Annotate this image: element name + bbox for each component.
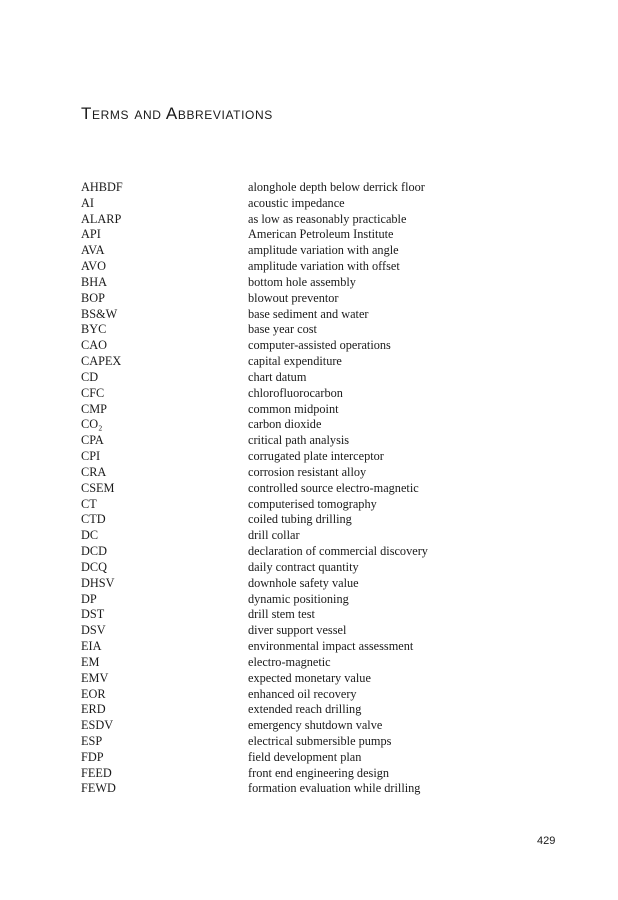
abbreviation-term: DCD [81,544,107,559]
abbreviation-term: FEWD [81,781,116,796]
abbreviation-term: DP [81,591,97,606]
abbreviation-definition: amplitude variation with offset [248,259,400,274]
abbreviations-list [81,180,541,797]
abbreviation-term: CRA [81,464,107,479]
page-number: 429 [537,835,556,847]
abbreviation-term: ESP [81,733,103,748]
abbreviation-definition: electro-magnetic [248,654,331,669]
abbreviation-term: FDP [81,749,104,764]
abbreviation-definition: controlled source electro-magnetic [248,480,419,495]
abbreviation-definition: diver support vessel [248,623,347,638]
abbreviation-term: BHA [81,274,107,289]
abbreviation-term: DSV [81,623,106,638]
abbreviation-definition: base sediment and water [248,306,369,321]
abbreviation-row [81,718,541,734]
abbreviation-term: DCQ [81,559,107,574]
abbreviation-term: DST [81,607,105,622]
abbreviation-definition: capital expenditure [248,354,342,369]
abbreviation-definition: dynamic positioning [248,591,349,606]
abbreviation-term: DC [81,528,99,543]
abbreviation-definition: corrosion resistant alloy [248,464,367,479]
abbreviation-term: AHBDF [81,180,123,194]
abbreviation-definition: as low as reasonably practicable [248,211,407,226]
abbreviation-term: DHSV [81,575,115,590]
abbreviation-term: CD [81,369,99,384]
abbreviation-definition: common midpoint [248,401,339,416]
abbreviation-definition: computerised tomography [248,496,377,511]
abbreviation-definition: American Petroleum Institute [248,227,394,242]
abbreviation-row [81,417,541,433]
abbreviation-row [81,687,541,703]
abbreviation-term: API [81,227,101,242]
abbreviation-row [81,497,541,513]
abbreviation-row [81,212,541,228]
abbreviation-row [81,196,541,212]
abbreviation-definition: blowout preventor [248,290,339,305]
abbreviation-definition: critical path analysis [248,433,350,448]
abbreviation-row [81,227,541,243]
abbreviation-term: CFC [81,385,105,400]
abbreviation-row [81,671,541,687]
abbreviation-row [81,560,541,576]
abbreviation-term: CMP [81,401,107,416]
abbreviation-term: CAPEX [81,354,122,369]
abbreviation-row [81,465,541,481]
abbreviation-term: BYC [81,322,107,337]
abbreviation-row [81,528,541,544]
abbreviation-definition: emergency shutdown valve [248,718,383,733]
abbreviation-term: CAO [81,338,107,353]
abbreviation-row [81,639,541,655]
abbreviation-term: CPA [81,433,104,448]
abbreviation-row [81,655,541,671]
abbreviation-definition: base year cost [248,322,317,337]
abbreviation-definition: acoustic impedance [248,195,345,210]
abbreviation-term: EIA [81,639,102,654]
abbreviation-row [81,592,541,608]
abbreviation-definition: formation evaluation while drilling [248,781,421,796]
abbreviation-definition: extended reach drilling [248,702,362,717]
abbreviation-row [81,275,541,291]
abbreviation-term: AVA [81,243,105,258]
abbreviation-row [81,623,541,639]
abbreviation-row [81,291,541,307]
abbreviation-definition: electrical submersible pumps [248,733,392,748]
abbreviation-row [81,702,541,718]
abbreviation-term: CTD [81,512,106,527]
abbreviation-term: CO₂ [81,417,103,432]
abbreviation-definition: front end engineering design [248,765,390,780]
abbreviation-row [81,386,541,402]
abbreviation-definition: chart datum [248,369,307,384]
abbreviation-term: ESDV [81,718,114,733]
abbreviation-row [81,322,541,338]
abbreviation-definition: enhanced oil recovery [248,686,357,701]
abbreviation-row [81,750,541,766]
abbreviation-term: BOP [81,290,105,305]
page-heading: Terms and Abbreviations [81,104,273,123]
abbreviation-row [81,433,541,449]
abbreviation-definition: computer-assisted operations [248,338,391,353]
abbreviation-row [81,402,541,418]
abbreviation-definition: expected monetary value [248,670,371,685]
abbreviation-row [81,734,541,750]
abbreviation-row [81,243,541,259]
abbreviation-row [81,449,541,465]
abbreviation-definition: chlorofluorocarbon [248,385,343,400]
abbreviation-term: EOR [81,686,106,701]
abbreviation-term: EM [81,654,100,669]
abbreviation-definition: drill collar [248,528,300,543]
abbreviation-term: CSEM [81,480,115,495]
abbreviation-term: BS&W [81,306,118,321]
abbreviation-definition: drill stem test [248,607,315,622]
abbreviation-row [81,481,541,497]
abbreviation-row [81,180,541,196]
abbreviation-definition: daily contract quantity [248,559,359,574]
abbreviation-row [81,766,541,782]
abbreviation-definition: declaration of commercial discovery [248,544,428,559]
abbreviation-definition: corrugated plate interceptor [248,449,384,464]
abbreviation-term: EMV [81,670,109,685]
abbreviation-term: CPI [81,449,101,464]
abbreviation-term: ALARP [81,211,122,226]
abbreviation-term: AVO [81,259,107,274]
abbreviation-definition: bottom hole assembly [248,274,356,289]
abbreviation-definition: coiled tubing drilling [248,512,352,527]
abbreviation-row [81,512,541,528]
abbreviation-row [81,354,541,370]
abbreviation-row [81,307,541,323]
abbreviation-row [81,370,541,386]
abbreviation-definition: field development plan [248,749,362,764]
abbreviation-row [81,544,541,560]
abbreviation-definition: amplitude variation with angle [248,243,399,258]
abbreviation-row [81,259,541,275]
abbreviation-definition: carbon dioxide [248,417,322,432]
abbreviation-row [81,781,541,797]
abbreviation-definition: environmental impact assessment [248,639,414,654]
abbreviation-row [81,338,541,354]
abbreviation-term: ERD [81,702,106,717]
abbreviation-row [81,576,541,592]
abbreviation-term: CT [81,496,97,511]
abbreviation-definition: alonghole depth below derrick floor [248,180,425,194]
abbreviation-term: FEED [81,765,112,780]
abbreviation-definition: downhole safety value [248,575,359,590]
abbreviation-term: AI [81,195,94,210]
abbreviation-row [81,607,541,623]
